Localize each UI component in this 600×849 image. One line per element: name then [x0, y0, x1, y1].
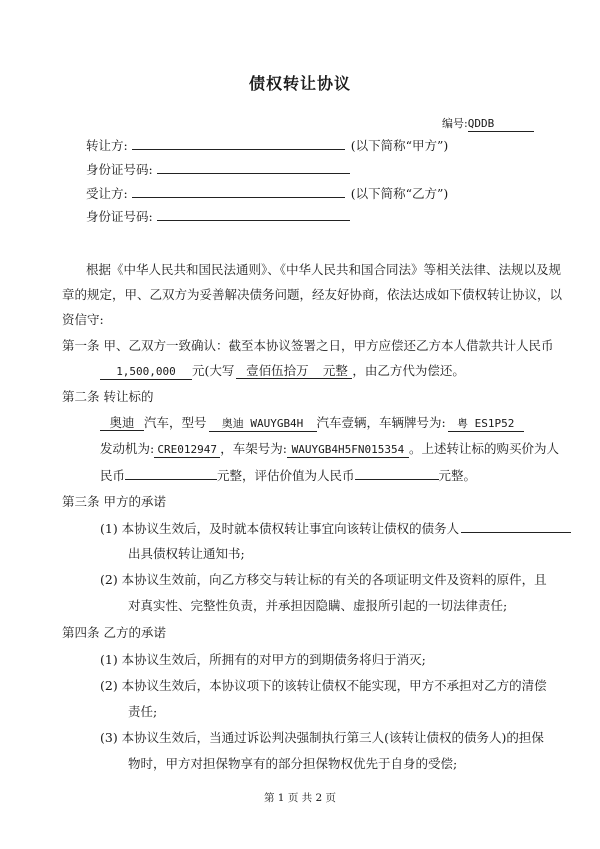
article2-line2: [100, 441, 559, 458]
id1-blank: [157, 161, 350, 174]
vin-number: WAUYGB4H5FN015354: [287, 443, 409, 458]
article1-line2: [100, 363, 465, 380]
transferee-label: 受让方:: [86, 186, 128, 201]
article2-line3: [100, 467, 476, 484]
article2-heading: 第二条 转让标的: [62, 389, 154, 404]
price-prefix: 民币: [100, 468, 126, 483]
article2-line1: [100, 415, 524, 432]
article4-heading: 第四条 乙方的承诺: [62, 625, 166, 640]
article3-heading: 第三条 甲方的承诺: [62, 494, 166, 509]
car-model: 奥迪 WAUYGB4H: [209, 417, 317, 432]
page-footer: 第 1 页 共 2 页: [263, 792, 337, 804]
id1-row: [86, 161, 350, 178]
price-tail: 元整。: [438, 468, 477, 483]
article3-item2-b: 对真实性、完整性负责，并承担因隐瞒、虚报所引起的一切法律责任;: [128, 598, 508, 613]
serial-label: 编号:: [442, 117, 468, 130]
count-label: 汽车壹辆，车辆牌号为:: [316, 415, 446, 430]
preamble-line-1: 根据《中华人民共和国民法通则》、《中华人民共和国合同法》等相关法律、法规以及规: [86, 262, 562, 277]
car-label: 汽车，型号: [144, 415, 207, 430]
article1-amount-words: 壹佰伍拾万: [236, 364, 318, 379]
article1-tail: ，由乙方代为偿还。: [352, 363, 465, 378]
article3-item1-a: [100, 520, 571, 537]
article1-mid: 元(大写: [192, 363, 235, 378]
preamble-line-2: 章的规定，甲、乙双方为妥善解决债务问题，经友好协商，依法达成如下债权转让协议，以: [62, 287, 563, 302]
transferee-blank: [132, 185, 345, 198]
engine-label: 发动机为:: [100, 441, 155, 456]
engine-number: CRE012947: [154, 443, 220, 458]
transferee-note: (以下简称“乙方”): [350, 186, 449, 201]
article4-item2-b: 责任;: [128, 704, 158, 719]
article3-item1-b: 出具债权转让通知书;: [128, 546, 245, 561]
id1-label: 身份证号码:: [86, 162, 153, 177]
document-title: 债权转让协议: [248, 74, 351, 93]
transferor-note: (以下简称“甲方”): [350, 138, 449, 153]
article4-item3-a: (3) 本协议生效后，当通过诉讼判决强制执行第三人(该转让债权的债务人)的担保: [100, 730, 544, 745]
article1-unit: 元整: [318, 364, 352, 379]
article1-amount: 1,500,000: [100, 365, 192, 380]
license-plate: 粤 ES1P52: [448, 417, 524, 432]
transferor-row: [86, 137, 448, 154]
article4-item3-b: 物时，甲方对担保物享有的部分担保物权优先于自身的受偿;: [128, 756, 458, 771]
id2-label: 身份证号码:: [86, 209, 153, 224]
line2-tail: 。上述转让标的购买价为人: [408, 441, 559, 456]
value-blank: [355, 467, 439, 480]
id2-row: [86, 208, 350, 225]
article4-item1: (1) 本协议生效后，所拥有的对甲方的到期债务将归于消灭;: [100, 652, 426, 667]
price-blank: [125, 467, 217, 480]
serial-value: QDDB: [468, 117, 534, 132]
serial-number: [442, 116, 534, 132]
debtor-blank: [461, 520, 571, 533]
transferee-row: [86, 185, 448, 202]
transferor-label: 转让方:: [86, 138, 128, 153]
price-mid: 元整，评估价值为人民币: [217, 468, 355, 483]
article4-item2-a: (2) 本协议生效后，本协议项下的该转让债权不能实现，甲方不承担对乙方的清偿: [100, 678, 547, 693]
id2-blank: [157, 208, 350, 221]
preamble-line-3: 资信守:: [62, 312, 104, 327]
car-brand: 奥迪: [100, 416, 144, 431]
article3-item1-text: (1) 本协议生效后，及时就本债权转让事宜向该转让债权的债务人: [100, 521, 460, 536]
transferor-blank: [132, 137, 345, 150]
article3-item2-a: (2) 本协议生效前，向乙方移交与转让标的有关的各项证明文件及资料的原件，且: [100, 572, 547, 587]
vin-label: ，车架号为:: [220, 441, 287, 456]
article1-line1: 第一条 甲、乙双方一致确认：截至本协议签署之日，甲方应偿还乙方本人借款共计人民币: [62, 338, 554, 353]
